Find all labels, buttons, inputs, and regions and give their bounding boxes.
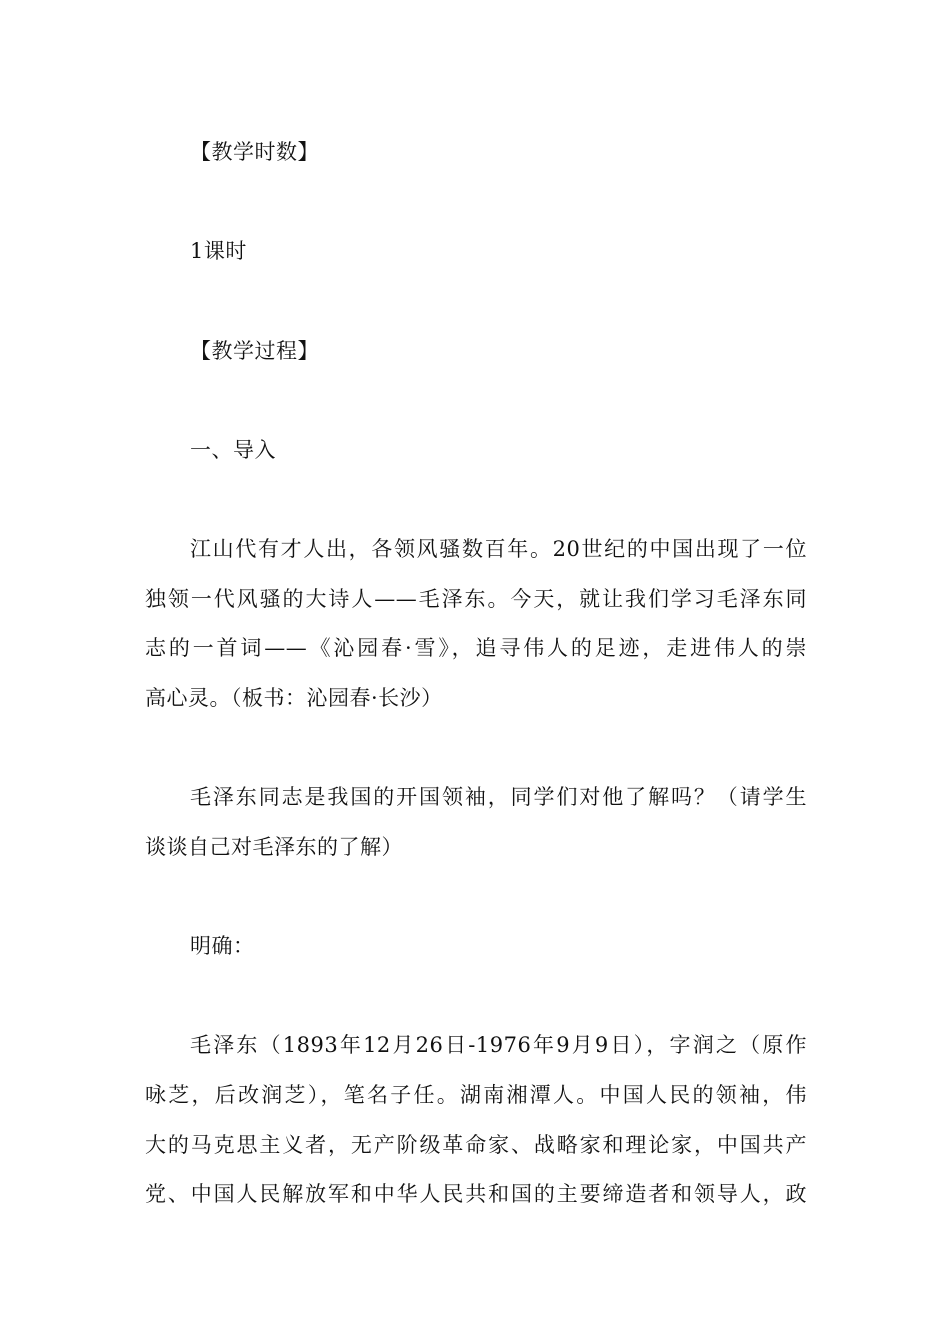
paragraph-line: 毛泽东（1893年12月26日-1976年9月9日），字润之（原作 [190,1033,807,1057]
paragraph-line: 高心灵。（板书：沁园春·长沙） [145,686,443,710]
paragraph-line: 谈谈自己对毛泽东的了解） [145,835,403,859]
paragraph-line: 江山代有才人出，各领风骚数百年。20世纪的中国出现了一位 [190,537,807,561]
paragraph-line: 毛泽东同志是我国的开国领袖，同学们对他了解吗？（请学生 [190,785,807,809]
heading-teaching-process: 【教学过程】 [190,339,319,363]
paragraph-line: 志的一首词——《沁园春·雪》，追寻伟人的足迹，走进伟人的崇 [145,636,807,660]
paragraph-line: 大的马克思主义者，无产阶级革命家、战略家和理论家，中国共产 [145,1133,807,1157]
paragraph-line: 咏芝，后改润芝），笔名子任。湖南湘潭人。中国人民的领袖，伟 [145,1083,807,1107]
teaching-hours-value: 1课时 [190,239,247,263]
paragraph-line: 独领一代风骚的大诗人——毛泽东。今天，就让我们学习毛泽东同 [145,587,807,611]
paragraph-line: 党、中国人民解放军和中华人民共和国的主要缔造者和领导人，政 [145,1182,807,1206]
clarify-label: 明确： [190,934,255,958]
section-intro-title: 一、导入 [190,438,276,462]
heading-teaching-hours: 【教学时数】 [190,140,319,164]
